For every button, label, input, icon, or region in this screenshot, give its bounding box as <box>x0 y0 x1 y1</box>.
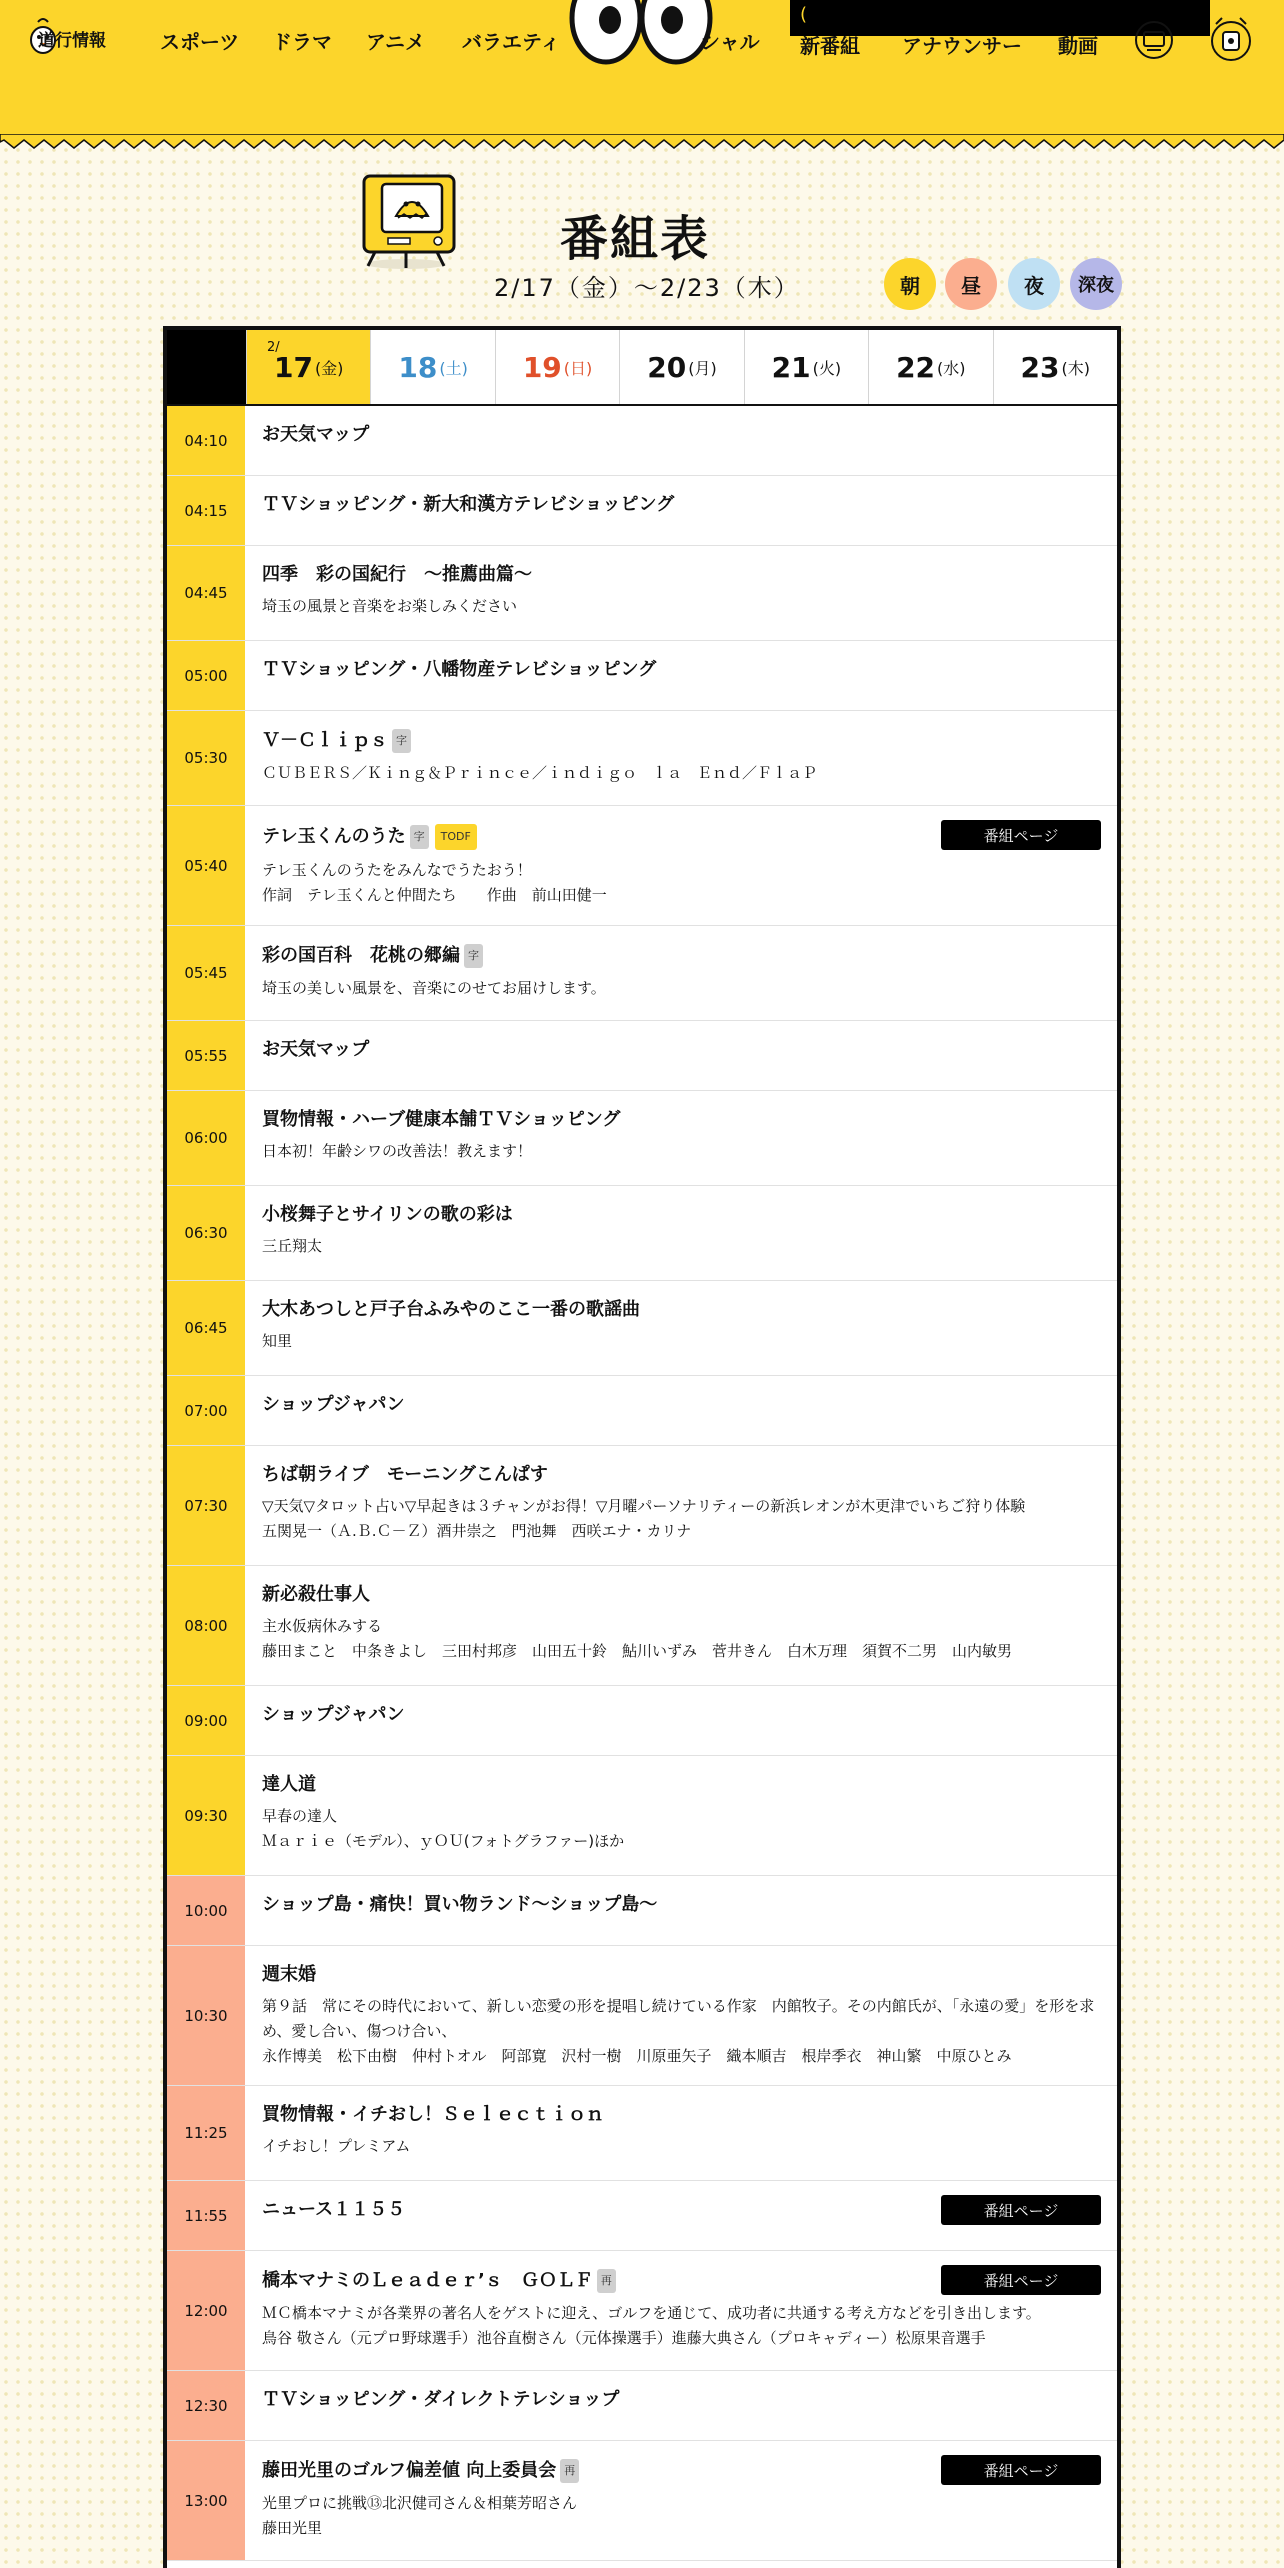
date-tab-day: 20 <box>647 350 687 384</box>
program-info <box>246 1021 1117 1090</box>
program-title-text: 彩の国百科 花桃の郷編 <box>262 945 460 966</box>
program-time: 12:30 <box>167 2371 246 2440</box>
program-info <box>246 546 1117 640</box>
program-title[interactable] <box>262 729 1101 753</box>
program-title[interactable] <box>262 1584 1101 1606</box>
program-title-text: ショップ島・痛快！買い物ランド～ショップ島～ <box>262 1894 658 1915</box>
date-tab-weekday: (土) <box>439 358 468 378</box>
program-info <box>246 926 1117 1020</box>
program-description: ＭＣ橋本マナミが各業界の著名人をゲストに迎え、ゴルフを通じて、成功者に共通する考え方などを引き出します。 鳥谷 敬さん（元プロ野球選手）池谷直樹さん（元体操選手）進藤大典さん（プロキャディー）松原果音選手 <box>262 2304 1041 2347</box>
program-time: 12:00 <box>167 2251 246 2370</box>
program-title[interactable] <box>262 1894 1101 1916</box>
page-title: 番組表 <box>560 211 711 267</box>
program-row[interactable] <box>167 2441 1117 2561</box>
time-noon-button[interactable]: 昼 <box>945 258 997 310</box>
date-tab-day: 19 <box>522 350 562 384</box>
program-title-text: 橋本マナミのＬｅａｄｅｒ’ｓ ＧＯＬＦ <box>262 2270 593 2291</box>
date-tab-day: 22 <box>896 350 936 384</box>
program-title-text: ニュース１１５５ <box>262 2199 406 2220</box>
program-info <box>246 2181 1117 2250</box>
date-tab-weekday: (火) <box>812 358 842 378</box>
program-title-text: 藤田光里のゴルフ偏差値 向上委員会 <box>262 2460 557 2481</box>
program-row[interactable] <box>167 2181 1117 2251</box>
program-time: 11:55 <box>167 2181 246 2250</box>
program-title[interactable] <box>262 1204 1101 1226</box>
program-time: 04:10 <box>167 406 246 475</box>
date-tab-month: 2/ <box>267 340 280 355</box>
program-row[interactable] <box>167 711 1117 806</box>
program-title-text: お天気マップ <box>262 1039 370 1060</box>
program-title[interactable] <box>262 2389 1101 2411</box>
program-title-text: お天気マップ <box>262 424 370 445</box>
program-title[interactable] <box>262 424 1101 446</box>
program-title[interactable] <box>262 1704 1101 1726</box>
program-time: 09:30 <box>167 1756 246 1875</box>
date-tab-day: 18 <box>398 350 438 384</box>
program-row[interactable] <box>167 406 1117 476</box>
program-title-text: 買物情報・イチおし！Ｓｅｌｅｃｔｉｏｎ <box>262 2104 604 2125</box>
program-time: 10:30 <box>167 1946 246 2085</box>
program-info <box>246 1566 1117 1685</box>
todf-badge: TODF <box>435 824 477 850</box>
program-title-text: 買物情報・ハーブ健康本舗ＴＶショッピング <box>262 1109 621 1130</box>
program-info <box>246 1186 1117 1280</box>
program-description: 第９話 常にその時代において、新しい恋愛の形を提唱し続けている作家 内館牧子。その内館氏が、「永遠の愛」を形を求め、愛し合い、傷つけ合い、 永作博美 松下由樹 仲村トオル 阿部寛 沢村一樹 川原亜矢子 織本順吉 根岸季衣 神山繁 中原ひとみ <box>262 1997 1095 2065</box>
program-flag-badge: 字 <box>464 944 483 968</box>
program-title-text: ショップジャパン <box>262 1704 405 1725</box>
program-time: 06:30 <box>167 1186 246 1280</box>
program-description: 日本初！年齢シワの改善法！教えます！ <box>262 1142 533 1160</box>
program-time: 05:30 <box>167 711 246 805</box>
nav-item-road-info[interactable]: 道行情報 <box>38 31 106 51</box>
time-late-night-button[interactable]: 深夜 <box>1070 258 1122 310</box>
program-time: 07:30 <box>167 1446 246 1565</box>
nav-item-sports[interactable]: スポーツ <box>160 30 240 54</box>
program-title[interactable] <box>262 494 1101 516</box>
program-title[interactable] <box>262 1109 1101 1131</box>
date-tab-17[interactable] <box>246 330 370 404</box>
nav-item-special[interactable]: シャル <box>700 30 760 54</box>
program-info <box>246 641 1117 710</box>
nav-item-anime[interactable]: アニメ <box>366 30 425 54</box>
program-time: 04:45 <box>167 546 246 640</box>
program-row[interactable] <box>167 641 1117 711</box>
date-tab-23[interactable] <box>993 330 1117 404</box>
program-row[interactable] <box>167 476 1117 546</box>
mascot-eyes-icon <box>566 0 716 66</box>
date-tab-19[interactable] <box>495 330 619 404</box>
program-time: 13:00 <box>167 2441 246 2560</box>
site-header <box>0 0 1284 140</box>
program-time: 09:00 <box>167 1686 246 1755</box>
date-tab-weekday: (月) <box>688 358 717 378</box>
program-row[interactable] <box>167 1946 1117 2086</box>
program-row[interactable] <box>167 1756 1117 1876</box>
program-row[interactable] <box>167 2086 1117 2181</box>
date-tab-22[interactable] <box>868 330 992 404</box>
program-title-text: ちば朝ライブ モーニングこんぱす <box>262 1464 548 1485</box>
date-tab-day: 23 <box>1020 350 1060 384</box>
program-title-text: ショップジャパン <box>262 1394 405 1415</box>
program-row[interactable] <box>167 926 1117 1021</box>
nav-item-new-programs[interactable]: 新番組 <box>800 34 860 58</box>
program-title[interactable] <box>262 1464 1101 1486</box>
program-row[interactable] <box>167 806 1117 926</box>
date-tab-weekday: (金) <box>314 358 344 378</box>
program-title[interactable] <box>262 1039 1101 1061</box>
program-info <box>246 711 1117 805</box>
program-info <box>246 1376 1117 1445</box>
time-morning-button[interactable]: 朝 <box>884 258 936 310</box>
nav-item-announcer[interactable]: アナウンサー <box>902 34 1022 58</box>
program-row[interactable] <box>167 1376 1117 1446</box>
program-info <box>246 1756 1117 1875</box>
program-title[interactable] <box>262 1299 1101 1321</box>
program-row[interactable] <box>167 1446 1117 1566</box>
program-flag-badge: 再 <box>597 2269 616 2293</box>
program-info <box>246 476 1117 545</box>
program-time: 05:45 <box>167 926 246 1020</box>
program-description: ▽天気▽タロット占い▽早起きは３チャンがお得！▽月曜パーソナリティーの新浜レオンが木更津でいちご狩り体験 五関晃一（Ａ.Ｂ.Ｃ－Ｚ）酒井崇之 門池舞 西咲エナ・カリナ <box>262 1497 1026 1540</box>
mascot-badge-icon[interactable] <box>1208 14 1254 64</box>
program-info <box>246 806 1117 925</box>
program-title[interactable] <box>262 659 1101 681</box>
program-page-button[interactable]: 番組ページ <box>941 820 1101 850</box>
program-description: 三丘翔太 <box>262 1237 323 1255</box>
program-info <box>246 1281 1117 1375</box>
program-time: 05:55 <box>167 1021 246 1090</box>
program-time: 11:25 <box>167 2086 246 2180</box>
program-flag-badge: 字 <box>392 729 411 753</box>
program-time: 05:40 <box>167 806 246 925</box>
program-info <box>246 1091 1117 1185</box>
program-title[interactable] <box>262 564 1101 586</box>
program-row[interactable] <box>167 1876 1117 1946</box>
date-tab-day: 21 <box>771 350 811 384</box>
date-tab-weekday: (日) <box>563 358 593 378</box>
date-tab-weekday: (木) <box>1061 358 1090 378</box>
program-title-text: 新必殺仕事人 <box>262 1584 370 1605</box>
date-tab-20[interactable] <box>619 330 743 404</box>
program-description: 埼玉の風景と音楽をお楽しみください <box>262 597 518 615</box>
program-title-text: Ｖ－Ｃｌｉｐｓ <box>262 730 388 751</box>
date-header-corner <box>167 330 246 404</box>
program-description: テレ玉くんのうたをみんなでうたおう！ 作詞 テレ玉くんと仲間たち 作曲 前山田健一 <box>262 861 607 904</box>
program-info <box>246 1686 1117 1755</box>
program-description: 知里 <box>262 1332 293 1350</box>
program-row[interactable] <box>167 1186 1117 1281</box>
program-title-text: テレ玉くんのうた <box>262 826 406 847</box>
program-row[interactable] <box>167 1091 1117 1186</box>
nav-item-variety[interactable]: バラエティ <box>462 30 561 54</box>
program-time: 05:00 <box>167 641 246 710</box>
date-tab-weekday: (水) <box>937 358 966 378</box>
program-time: 06:45 <box>167 1281 246 1375</box>
program-row[interactable] <box>167 1566 1117 1686</box>
time-night-button[interactable]: 夜 <box>1008 258 1060 310</box>
program-title[interactable] <box>262 1964 1101 1986</box>
program-info <box>246 2441 1117 2560</box>
program-info <box>246 2251 1117 2370</box>
program-description: イチおし！プレミアム <box>262 2137 411 2155</box>
date-tab-21[interactable] <box>744 330 868 404</box>
program-title[interactable] <box>262 1774 1101 1796</box>
program-row[interactable] <box>167 546 1117 641</box>
program-row[interactable] <box>167 1686 1117 1756</box>
program-time: 10:00 <box>167 1876 246 1945</box>
program-time: 06:00 <box>167 1091 246 1185</box>
program-description: 埼玉の美しい風景を、音楽にのせてお届けします。 <box>262 979 606 997</box>
date-header <box>167 330 1117 406</box>
date-range: 2/17（金）〜2/23（木） <box>494 274 800 302</box>
program-info <box>246 406 1117 475</box>
program-schedule <box>163 326 1121 2568</box>
program-info <box>246 2086 1117 2180</box>
program-page-button[interactable]: 番組ページ <box>941 2265 1101 2295</box>
program-description: ＣＵＢＥＲＳ／Ｋｉｎｇ＆Ｐｒｉｎｃｅ／ｉｎｄｉｇｏ ｌａ Ｅｎｄ／ＦｌａＰ <box>262 764 818 782</box>
program-title-text: 小桜舞子とサイリンの歌の彩は <box>262 1204 513 1225</box>
program-title-text: 達人道 <box>262 1774 316 1795</box>
program-page-button[interactable]: 番組ページ <box>941 2455 1101 2485</box>
program-row[interactable] <box>167 1021 1117 1091</box>
program-row[interactable] <box>167 1281 1117 1376</box>
program-time: 04:15 <box>167 476 246 545</box>
program-description: 光里プロに挑戦⑬北沢健司さん＆相葉芳昭さん 藤田光里 <box>262 2494 578 2537</box>
program-title-text: ＴＶショッピング・新大和漢方テレビショッピング <box>262 494 675 515</box>
program-page-button[interactable]: 番組ページ <box>941 2195 1101 2225</box>
program-title[interactable] <box>262 1394 1101 1416</box>
program-info <box>246 1876 1117 1945</box>
program-row[interactable] <box>167 2251 1117 2371</box>
date-tab-day: 17 <box>273 350 313 384</box>
nav-item-video[interactable]: 動画 <box>1058 34 1098 58</box>
program-title-text: 大木あつしと戸子台ふみやのここ一番の歌謡曲 <box>262 1299 640 1320</box>
program-flag-badge: 再 <box>560 2459 579 2483</box>
program-info <box>246 2371 1117 2440</box>
nav-item-drama[interactable]: ドラマ <box>272 30 332 54</box>
program-title[interactable] <box>262 944 1101 968</box>
program-title-text: 四季 彩の国紀行 ～推薦曲篇～ <box>262 564 532 585</box>
program-time: 08:00 <box>167 1566 246 1685</box>
program-time: 07:00 <box>167 1376 246 1445</box>
program-info <box>246 1946 1117 2085</box>
program-description: 主水仮病休みする 藤田まこと 中条きよし 三田村邦彦 山田五十鈴 鮎川いずみ 菅井きん 白木万理 須賀不二男 山内敏男 <box>262 1617 1013 1660</box>
program-row[interactable] <box>167 2371 1117 2441</box>
program-title[interactable] <box>262 2104 1101 2126</box>
date-tab-18[interactable] <box>370 330 494 404</box>
program-description: 早春の達人 Ｍａｒｉｅ（モデル）、ｙＯＵ(フォトグラファー)ほか <box>262 1807 625 1850</box>
program-title-text: 週末婚 <box>262 1964 316 1985</box>
program-title-text: ＴＶショッピング・八幡物産テレビショッピング <box>262 659 657 680</box>
header-zigzag-edge <box>0 134 1284 154</box>
mascot-tv-illustration <box>354 168 458 272</box>
program-flag-badge: 字 <box>410 825 429 849</box>
program-info <box>246 1446 1117 1565</box>
announcement-bar-text: ( <box>800 4 808 25</box>
program-title-text: ＴＶショッピング・ダイレクトテレショップ <box>262 2389 620 2410</box>
tv-icon[interactable] <box>1134 20 1174 60</box>
